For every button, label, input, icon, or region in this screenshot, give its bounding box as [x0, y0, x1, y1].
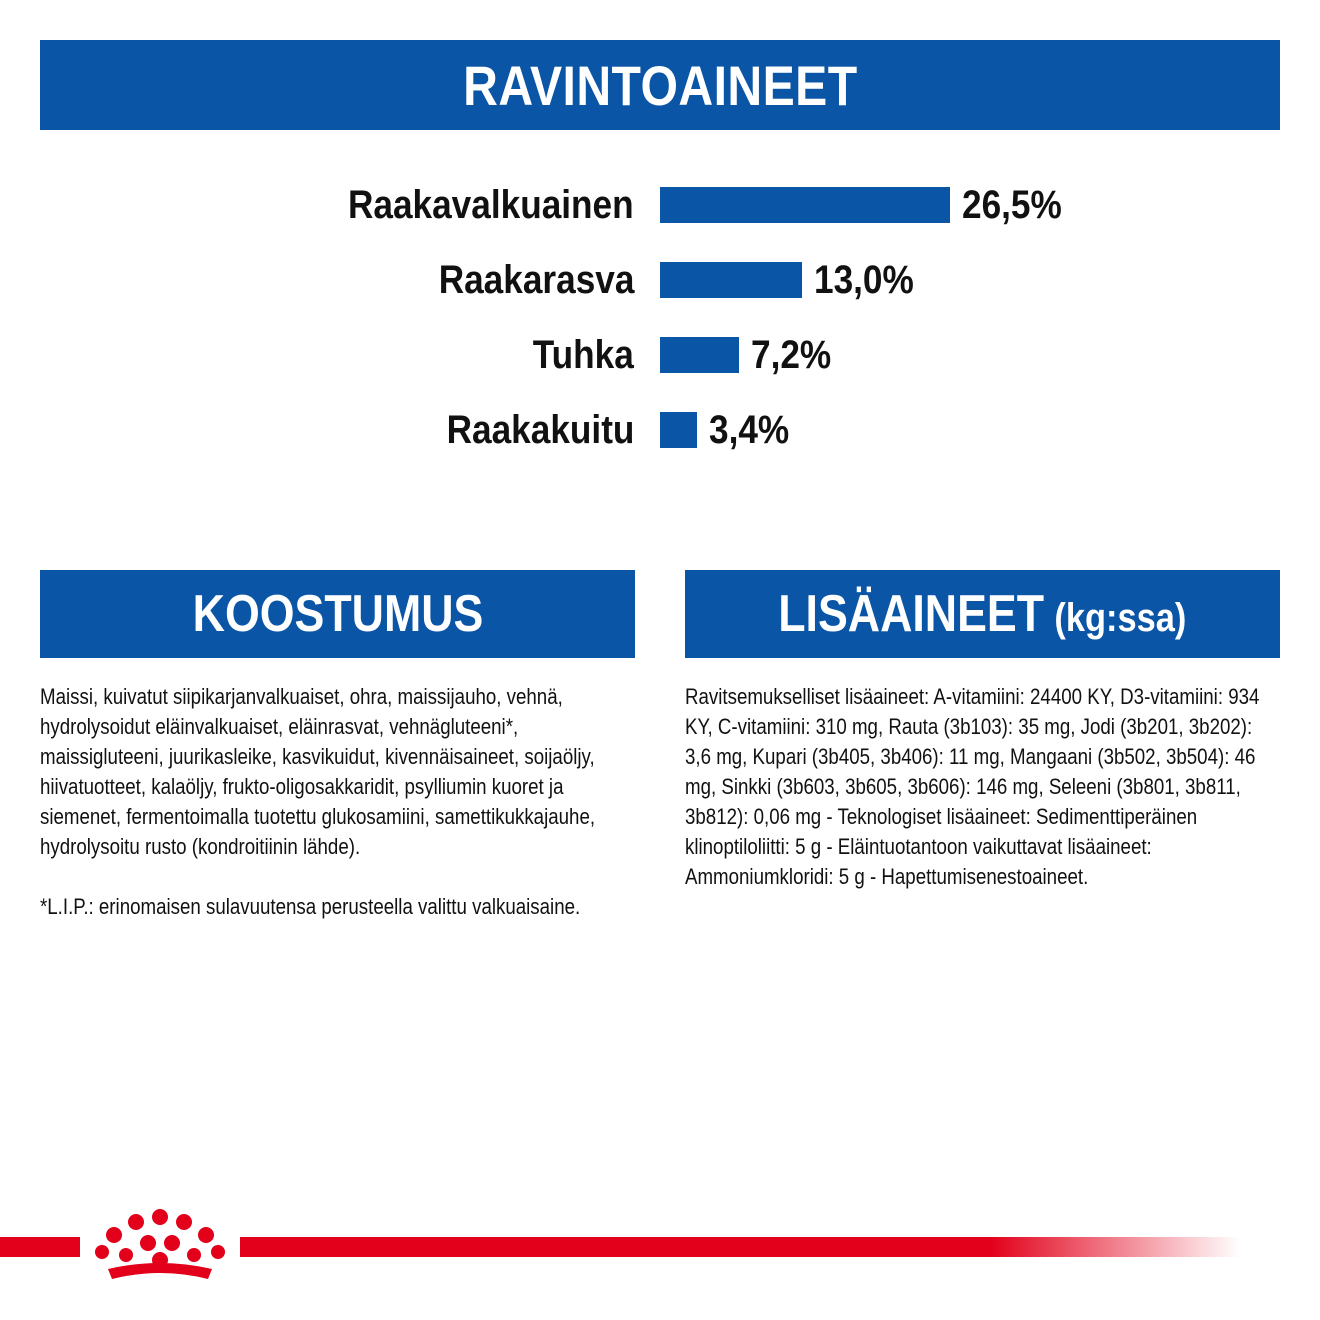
chart-category-label: Raakarasva	[438, 258, 634, 302]
additives-title: LISÄAINEET	[778, 585, 1045, 643]
chart-bar	[660, 262, 802, 298]
chart-category-label: Tuhka	[532, 333, 634, 377]
chart-value-label: 3,4%	[709, 408, 790, 452]
chart-bar	[660, 412, 697, 448]
composition-text: Maissi, kuivatut siipikarjanvalkuaiset, ohra, maissijauho, vehnä, hydrolysoidut eläinvalkuaiset, eläinrasvat, vehnägluteeni*, maissigluteeni, juurikasleike, kasvikuidut, kivennäisaineet, soijaöljy, hiivatuotteet, kalaöljy, frukto-oligosakkaridit, psylliumin kuoret ja siemenet, fermentoimalla tuotettu glukosamiini, samettikukkajauhe, hydrolysoitu rusto (kondroitiinin lähde).	[40, 684, 596, 859]
nutrients-title: RAVINTOAINEET	[462, 53, 858, 117]
additives-section	[685, 682, 1272, 892]
chart-row	[0, 330, 1320, 380]
additives-header	[685, 570, 1280, 658]
composition-footnote: *L.I.P.: erinomaisen sulavuutensa perusteella valittu valkuaisaine.	[40, 894, 581, 919]
chart-bar	[660, 187, 950, 223]
composition-section	[40, 682, 627, 922]
chart-value-label: 26,5%	[962, 183, 1062, 227]
composition-header	[40, 570, 635, 658]
nutrients-header	[40, 40, 1280, 130]
royal-canin-crown-logo	[90, 1205, 230, 1290]
chart-row	[0, 180, 1320, 230]
composition-title: KOOSTUMUS	[192, 585, 483, 643]
chart-row	[0, 405, 1320, 455]
chart-value-label: 7,2%	[751, 333, 832, 377]
chart-category-label: Raakavalkuainen	[348, 183, 634, 227]
chart-bar	[660, 337, 739, 373]
additives-text: Ravitsemukselliset lisäaineet: A-vitamiini: 24400 KY, D3-vitamiini: 934 KY, C-vitamiini: 310 mg, Rauta (3b103): 35 mg, Jodi (3b201, 3b202): 3,6 mg, Kupari (3b405, 3b406): 11 mg, Mangaani (3b502, 3b504): 46 mg, Sinkki (3b603, 3b605, 3b606): 146 mg, Seleeni (3b801, 3b811, 3b812): 0,06 mg - Teknologiset lisäaineet: Sedimenttiperäinen klinoptiloliitti: 5 g - Eläintuotantoon vaikuttavat lisäaineet: Ammoniumkloridi: 5 g - Hapettumisenestoaineet.	[685, 684, 1260, 889]
chart-category-label: Raakakuitu	[446, 408, 634, 452]
chart-value-label: 13,0%	[814, 258, 914, 302]
chart-row	[0, 255, 1320, 305]
footer-red-line-right	[240, 1237, 1240, 1257]
nutrient-chart	[0, 180, 1320, 480]
footer-red-line-left	[0, 1237, 80, 1257]
additives-unit: (kg:ssa)	[1054, 596, 1187, 640]
